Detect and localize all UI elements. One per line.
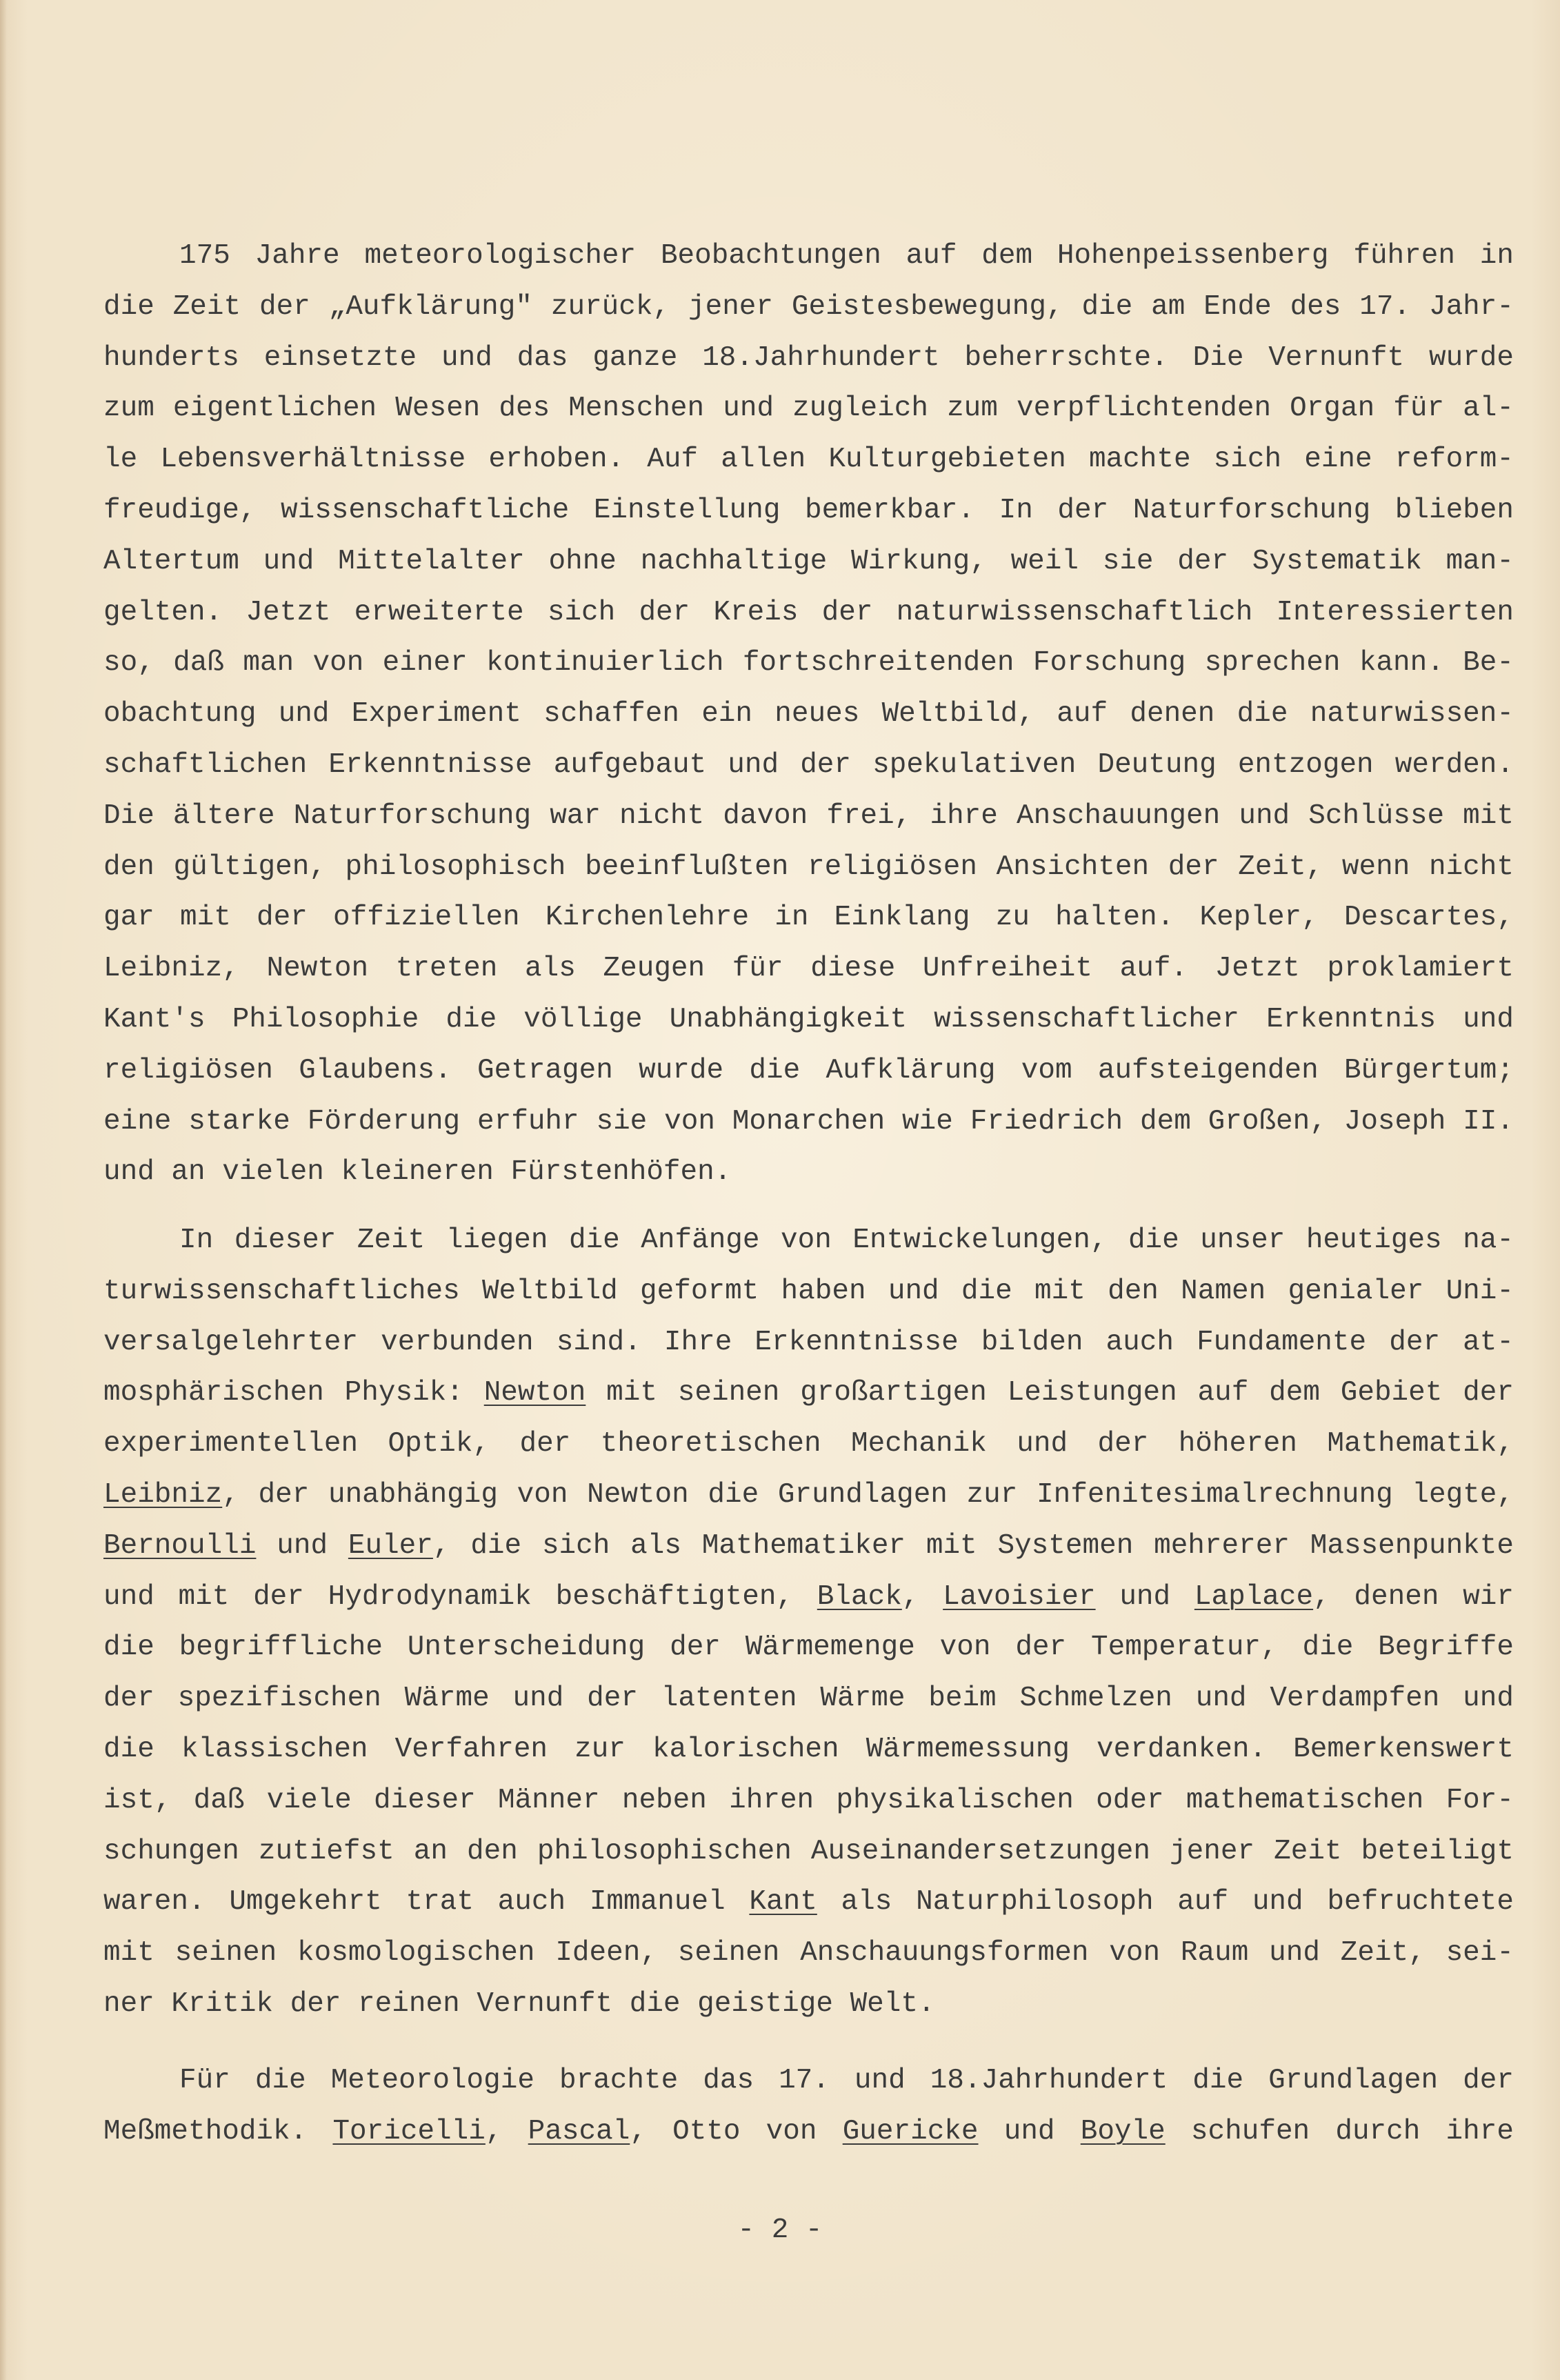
text-line: gar mit der offiziellen Kirchenlehre in Einklang zu halten. Kepler, Descartes,	[103, 902, 1514, 934]
text-line	[103, 1877, 1514, 1928]
text-line	[103, 2107, 1514, 2158]
underlined-name: Bernoulli	[103, 1529, 257, 1562]
text-line: le Lebensverhältnisse erhoben. Auf allen Kulturgebieten machte sich eine reform-	[103, 444, 1514, 476]
paragraph-3	[103, 2056, 1514, 2158]
text-line: versalgelehrter verbunden sind. Ihre Erkenntnisse bilden auch Fundamente der at-	[103, 1326, 1514, 1358]
underlined-name: Kant	[749, 1886, 817, 1918]
text-segment: und	[1095, 1580, 1194, 1613]
text-segment: als Naturphilosoph auf und befruchtete	[817, 1886, 1514, 1918]
text-line: Für die Meteorologie brachte das 17. und 18.Jahrhundert die Grundlagen der	[179, 2065, 1514, 2096]
text-segment: schufen durch ihre	[1165, 2115, 1514, 2148]
underlined-name: Laplace	[1194, 1580, 1314, 1613]
text-line: Altertum und Mittelalter ohne nachhaltige Wirkung, weil sie der Systematik man-	[103, 545, 1514, 577]
text-segment: mit seinen großartigen Leistungen auf dem Gebiet der	[586, 1377, 1514, 1409]
text-line: den gültigen, philosophisch beeinflußten religiösen Ansichten der Zeit, wenn nicht	[103, 851, 1514, 883]
text-line: obachtung und Experiment schaffen ein neues Weltbild, auf denen die naturwissen-	[103, 698, 1514, 731]
text-line: freudige, wissenschaftliche Einstellung bemerkbar. In der Naturforschung blieben	[103, 494, 1514, 526]
underlined-name: Lavoisier	[943, 1580, 1096, 1613]
text-line: hunderts einsetzte und das ganze 18.Jahrhundert beherrschte. Die Vernunft wurde	[103, 341, 1514, 374]
paragraph-1	[103, 231, 1514, 1198]
underlined-name: Leibniz	[103, 1478, 223, 1511]
underlined-name: Toricelli	[332, 2115, 486, 2148]
underlined-name: Boyle	[1080, 2115, 1166, 2148]
text-line: experimentellen Optik, der theoretischen Mechanik und der höheren Mathematik,	[103, 1428, 1514, 1460]
text-line: zum eigentlichen Wesen des Menschen und zugleich zum verpflichtenden Organ für al-	[103, 393, 1514, 425]
text-line	[103, 1368, 1514, 1419]
underlined-name: Pascal	[528, 2115, 630, 2148]
text-line: die klassischen Verfahren zur kalorischen Wärmemessung verdanken. Bemerkenswert	[103, 1733, 1514, 1765]
text-segment: , denen wir	[1313, 1580, 1514, 1613]
text-line: Die ältere Naturforschung war nicht davon frei, ihre Anschauungen und Schlüsse mit	[103, 800, 1514, 832]
text-line: mit seinen kosmologischen Ideen, seinen Anschauungsformen von Raum und Zeit, sei-	[103, 1937, 1514, 1970]
text-segment: und mit der Hydrodynamik beschäftigten,	[103, 1580, 817, 1613]
text-line	[103, 1521, 1514, 1572]
text-segment: ,	[485, 2115, 528, 2148]
text-line: Kant's Philosophie die völlige Unabhängigkeit wissenschaftlicher Erkenntnis und	[103, 1003, 1514, 1035]
text-line: der spezifischen Wärme und der latenten Wärme beim Schmelzen und Verdampfen und	[103, 1683, 1514, 1715]
text-line: ist, daß viele dieser Männer neben ihren physikalischen oder mathematischen For-	[103, 1784, 1514, 1816]
underlined-name: Black	[817, 1580, 902, 1613]
text-line: schungen zutiefst an den philosophischen Auseinandersetzungen jener Zeit beteiligt	[103, 1835, 1514, 1867]
text-line: religiösen Glaubens. Getragen wurde die Aufklärung vom aufsteigenden Bürgertum;	[103, 1054, 1514, 1087]
text-line: gelten. Jetzt erweiterte sich der Kreis der naturwissenschaftlich Interessierten	[103, 596, 1514, 628]
text-line: ner Kritik der reinen Vernunft die geistige Welt.	[103, 1987, 935, 2020]
text-line: schaftlichen Erkenntnisse aufgebaut und der spekulativen Deutung entzogen werden.	[103, 748, 1514, 781]
text-segment: und	[256, 1529, 348, 1562]
text-segment: und	[978, 2115, 1081, 2148]
text-line: turwissenschaftliches Weltbild geformt haben und die mit den Namen genialer Uni-	[103, 1275, 1514, 1307]
text-line: In dieser Zeit liegen die Anfänge von Entwickelungen, die unser heutiges na-	[179, 1224, 1514, 1256]
text-line: Leibniz, Newton treten als Zeugen für diese Unfreiheit auf. Jetzt proklamiert	[103, 953, 1514, 985]
text-line: 175 Jahre meteorologischer Beobachtungen auf dem Hohenpeissenberg führen in	[179, 240, 1514, 272]
text-segment: mosphärischen Physik:	[103, 1377, 484, 1409]
text-line	[103, 1572, 1514, 1623]
text-line: die begriffliche Unterscheidung der Wärmemenge von der Temperatur, die Begriffe	[103, 1632, 1514, 1664]
page-number: - 2 -	[737, 2214, 823, 2246]
text-line	[103, 1470, 1514, 1521]
text-segment: , der unabhängig von Newton die Grundlagen zur Infenitesimalrechnung legte,	[222, 1478, 1514, 1511]
text-line: so, daß man von einer kontinuierlich fortschreitenden Forschung sprechen kann. Be-	[103, 647, 1514, 680]
underlined-name: Euler	[348, 1529, 433, 1562]
text-segment: , Otto von	[630, 2115, 843, 2148]
text-segment: ,	[901, 1580, 943, 1613]
underlined-name: Newton	[483, 1377, 586, 1409]
text-segment: waren. Umgekehrt trat auch Immanuel	[103, 1886, 750, 1918]
paragraph-2	[103, 1216, 1514, 2030]
text-line: und an vielen kleineren Fürstenhöfen.	[103, 1156, 732, 1189]
text-segment: Meßmethodik.	[103, 2115, 333, 2148]
underlined-name: Guericke	[842, 2115, 979, 2148]
text-line: eine starke Förderung erfuhr sie von Monarchen wie Friedrich dem Großen, Joseph II.	[103, 1105, 1514, 1138]
paper-edge-shading	[0, 0, 7, 2380]
text-segment: , die sich als Mathematiker mit Systemen mehrerer Massenpunkte	[432, 1529, 1514, 1562]
text-line: die Zeit der „Aufklärung" zurück, jener Geistesbewegung, die am Ende des 17. Jahr-	[103, 290, 1514, 323]
